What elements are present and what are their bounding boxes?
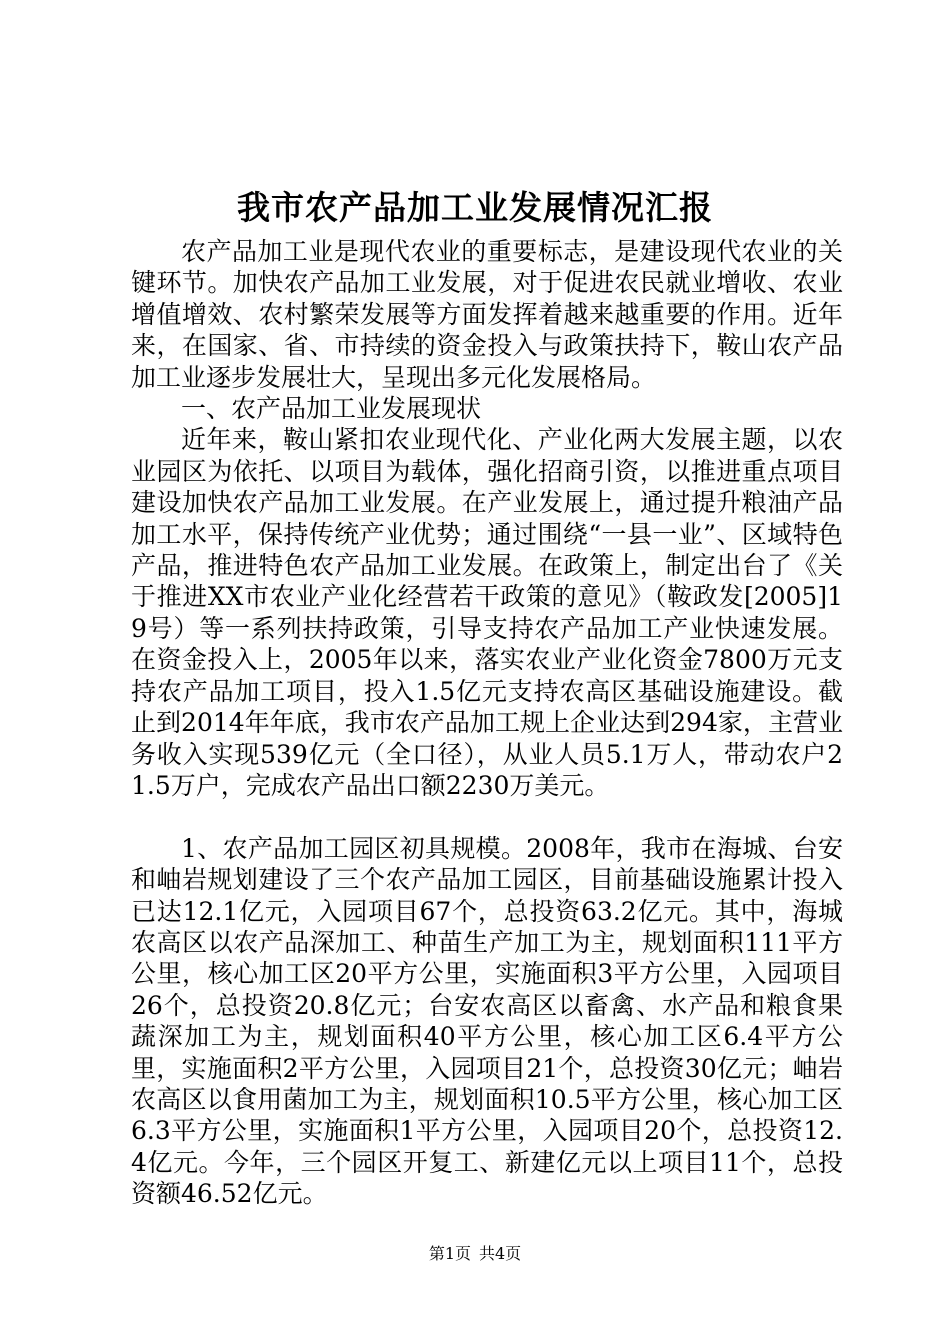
subsection-paragraph: 1、农产品加工园区初具规模。2008年，我市在海城、台安和岫岩规划建设了三个农产品加工园区，目前基础设施累计投入已达12.1亿元，入园项目67个，总投资63.2亿元。其中，海城农高区以农产品深加工、种苗生产加工为主，规划面积111平方公里，核心加工区20平方公里，实施面积3平方公里，入园项目26个，总投资20.8亿元；台安农高区以畜禽、水产品和粮食果蔬深加工为主，规划面积40平方公里，核心加工区6.4平方公里，实施面积2平方公里，入园项目21个，总投资30亿元；岫岩农高区以食用菌加工为主，规划面积10.5平方公里，核心加工区6.3平方公里，实施面积1平方公里，入园项目20个，总投资12.4亿元。今年，三个园区开复工、新建亿元以上项目11个，总投资额46.52亿元。	[131, 833, 843, 1209]
page-footer	[0, 1243, 950, 1265]
paragraph-spacer	[131, 801, 843, 832]
intro-paragraph: 农产品加工业是现代农业的重要标志，是建设现代农业的关键环节。加快农产品加工业发展，对于促进农民就业增收、农业增值增效、农村繁荣发展等方面发挥着越来越重要的作用。近年来，在国家、省、市持续的资金投入与政策扶持下，鞍山农产品加工业逐步发展壮大，呈现出多元化发展格局。	[131, 237, 843, 392]
page-number: 第1页	[428, 1244, 471, 1263]
section-paragraph: 近年来，鞍山紧扣农业现代化、产业化两大发展主题，以农业园区为依托、以项目为载体，强化招商引资，以推进重点项目建设加快农产品加工业发展。在产业发展上，通过提升粮油产品加工水平，保持传统产业优势；通过围绕“一县一业”、区域特色产品，推进特色农产品加工业发展。在政策上，制定出台了《关于推进XX市农业产业化经营若干政策的意见》（鞍政发[2005]19号）等一系列扶持政策，引导支持农产品加工产业快速发展。在资金投入上，2005年以来，落实农业产业化资金7800万元支持农产品加工项目，投入1.5亿元支持农高区基础设施建设。截止到2014年年底，我市农产品加工规上企业达到294家，主营业务收入实现539亿元（全口径），从业人员5.1万人，带动农户21.5万户，完成农产品出口额2230万美元。	[131, 425, 843, 800]
section-heading: 一、农产品加工业发展现状	[181, 394, 482, 424]
document-body	[131, 236, 843, 1210]
document-title: 我市农产品加工业发展情况汇报	[237, 188, 713, 227]
page-total: 共4页	[479, 1244, 522, 1263]
